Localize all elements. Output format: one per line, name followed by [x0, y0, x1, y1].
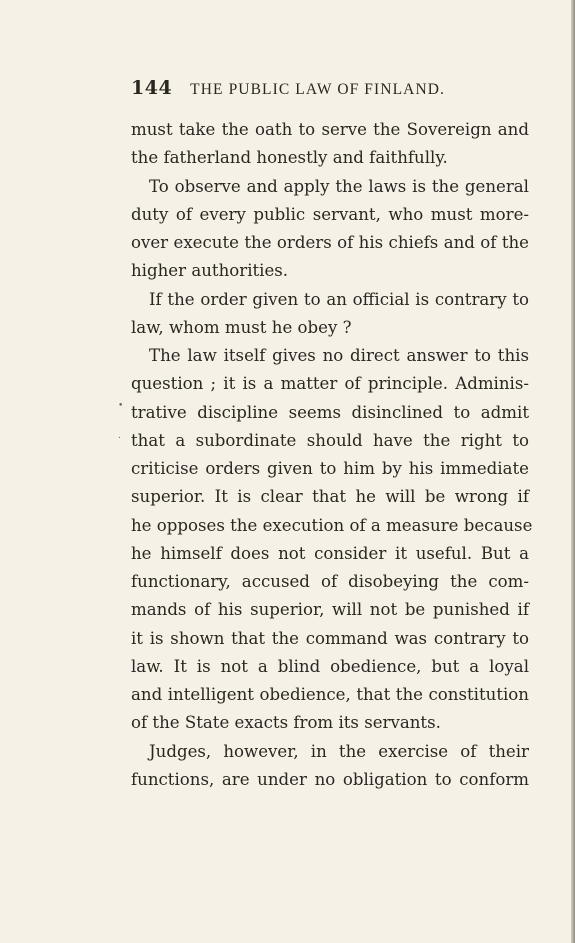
running-title: THE PUBLIC LAW OF FINLAND.	[190, 81, 446, 98]
text-line: functionary, accused of disobeying the com-	[131, 572, 529, 591]
text-line: mands of his superior, will not be punished if	[131, 600, 529, 620]
text-line: that a subordinate should have the right to	[131, 430, 529, 450]
text-line: law. It is not a blind obedience, but a loyal	[131, 656, 529, 676]
page-edge-shadow	[571, 0, 575, 943]
text-line: criticise orders given to him by his immediate	[131, 459, 529, 478]
text-line: he himself does not consider it useful. But a	[131, 543, 529, 563]
text-line: higher authorities.	[131, 261, 289, 281]
paragraph-first-line: To observe and apply the laws is the general	[149, 176, 529, 196]
text-line: of the State exacts from its servants.	[131, 713, 441, 733]
text-line: question ; it is a matter of principle. Adminis-	[131, 374, 529, 394]
text-line: trative discipline seems disinclined to admit	[131, 402, 529, 422]
text-line: it is shown that the command was contrary to	[131, 628, 529, 648]
paragraph-first-line: The law itself gives no direct answer to this	[149, 346, 529, 365]
text-line: duty of every public servant, who must more-	[131, 204, 529, 224]
text-line: he opposes the execution of a measure because	[131, 515, 533, 535]
text-line: law, whom must he obey ?	[131, 317, 352, 337]
text-line: the fatherland honestly and faithfully.	[131, 148, 448, 168]
text-line: functions, are under no obligation to conform	[131, 769, 529, 789]
margin-dot: .	[118, 431, 121, 441]
text-line: and intelligent obedience, that the constitution	[131, 685, 529, 704]
text-line: over execute the orders of his chiefs and of the	[131, 233, 529, 252]
paragraph-first-line: If the order given to an official is contrary to	[149, 289, 529, 309]
page-body-text	[131, 116, 533, 794]
paragraph-first-line: Judges, however, in the exercise of their	[149, 741, 529, 761]
page-header	[131, 77, 531, 103]
margin-dot: •	[118, 401, 124, 411]
text-line: superior. It is clear that he will be wrong if	[131, 487, 529, 507]
page-number: 144	[131, 77, 173, 99]
text-line: must take the oath to serve the Sovereign and	[131, 120, 529, 139]
